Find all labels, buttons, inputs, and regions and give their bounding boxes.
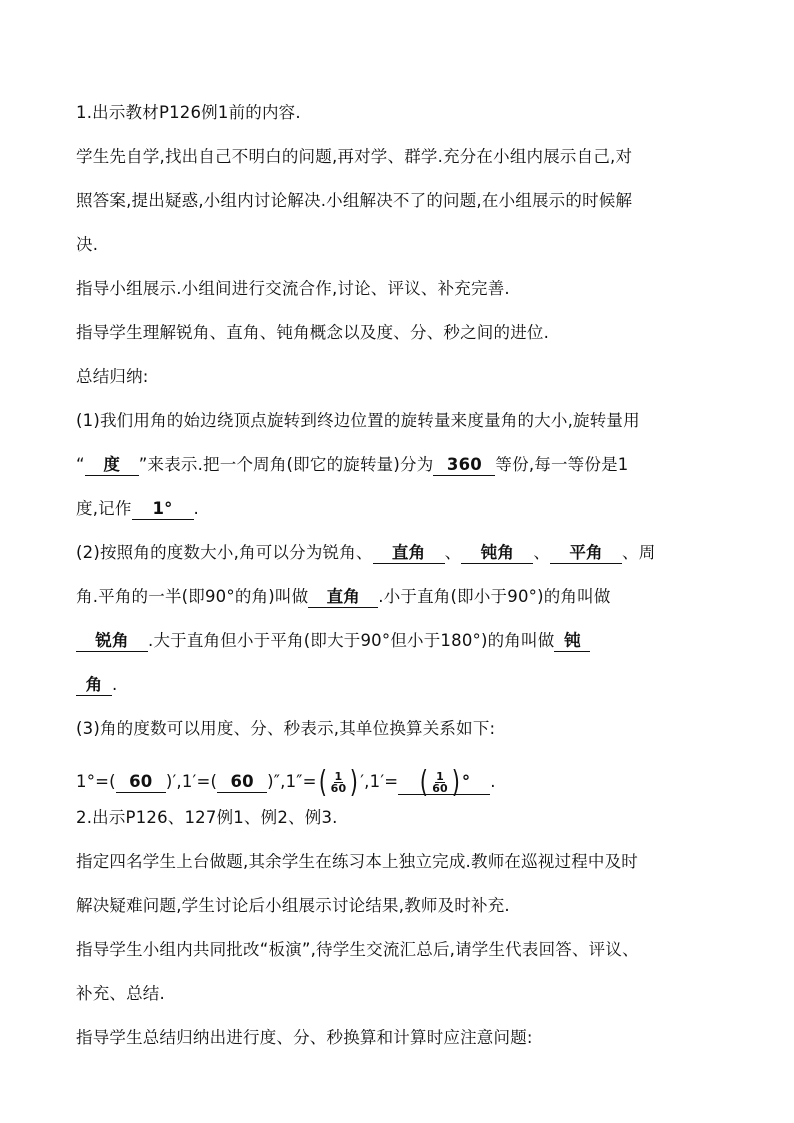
fraction-1-60: $\frac{1}{60}$	[330, 770, 347, 795]
item2-line1: (2)按照角的度数大小,角可以分为锐角、 直角 、 钝角 、 平角 、周	[76, 543, 656, 562]
item2-line3: 锐角 .大于直角但小于平角(即大于90°但小于180°)的角叫做 钝	[76, 630, 590, 652]
guide-show: 指导小组展示.小组间进行交流合作,讨论、评议、补充完善.	[76, 279, 510, 298]
item3-line1: (3)角的度数可以用度、分、秒表示,其单位换算关系如下:	[76, 719, 496, 738]
self-study-line-1: 学生先自学,找出自己不明白的问题,再对学、群学.充分在小组内展示自己,对	[76, 147, 633, 166]
section2-title: 2.出示P126、127例1、例2、例3.	[76, 808, 338, 827]
blank-degrees-fraction: ( $\frac{1}{60}$ ) °	[398, 771, 490, 795]
section2-p3: 指导学生总结归纳出进行度、分、秒换算和计算时应注意问题:	[76, 1028, 533, 1047]
blank-acute-angle: 锐角	[76, 631, 148, 652]
blank-one-degree: 1°	[132, 499, 194, 520]
section2-p1-line1: 指定四名学生上台做题,其余学生在练习本上独立完成.教师在巡视过程中及时	[76, 852, 638, 871]
blank-degree: 度	[85, 455, 139, 476]
blank-obtuse-part-b: 角	[76, 675, 112, 696]
blank-obtuse-angle: 钝角	[461, 543, 533, 564]
blank-360: 360	[433, 455, 495, 476]
guide-understand: 指导学生理解锐角、直角、钝角概念以及度、分、秒之间的进位.	[76, 323, 550, 342]
blank-obtuse-part-a: 钝	[554, 631, 590, 652]
section1-title: 1.出示教材P126例1前的内容.	[76, 103, 301, 122]
section2-p2-line2: 补充、总结.	[76, 984, 165, 1003]
blank-right-angle-2: 直角	[308, 587, 378, 608]
blank-seconds: 60	[217, 772, 267, 793]
self-study-line-3: 决.	[76, 235, 99, 254]
fraction-1-60-b: $\frac{1}{60}$	[432, 770, 448, 795]
item2-line2: 角.平角的一半(即90°的角)叫做 直角 .小于直角(即小于90°)的角叫做	[76, 587, 611, 606]
blank-straight-angle: 平角	[550, 543, 622, 564]
self-study-line-2: 照答案,提出疑惑,小组内讨论解决.小组解决不了的问题,在小组展示的时候解	[76, 191, 633, 210]
item3-formula: 1°=( 60 )′,1′=( 60 )″,1″=( $\frac{1}{60}$ ) ′,1′= ( $\frac{1}{60}$ ) ° .	[76, 764, 496, 800]
item1-line3: 度,记作 1° .	[76, 499, 199, 518]
item1-line1: (1)我们用角的始边绕顶点旋转到终边位置的旋转量来度量角的大小,旋转量用	[76, 411, 640, 430]
section2-p2-line1: 指导学生小组内共同批改“板演”,待学生交流汇总后,请学生代表回答、评议、	[76, 940, 639, 959]
blank-right-angle: 直角	[373, 543, 445, 564]
blank-minutes: 60	[116, 772, 166, 793]
item1-line2: “ 度 ”来表示.把一个周角(即它的旋转量)分为 360 等份,每一等份是1	[76, 455, 629, 474]
section2-p1-line2: 解决疑难问题,学生讨论后小组展示讨论结果,教师及时补充.	[76, 896, 510, 915]
item2-line4: 角 .	[76, 674, 117, 696]
summary-label: 总结归纳:	[76, 367, 149, 386]
